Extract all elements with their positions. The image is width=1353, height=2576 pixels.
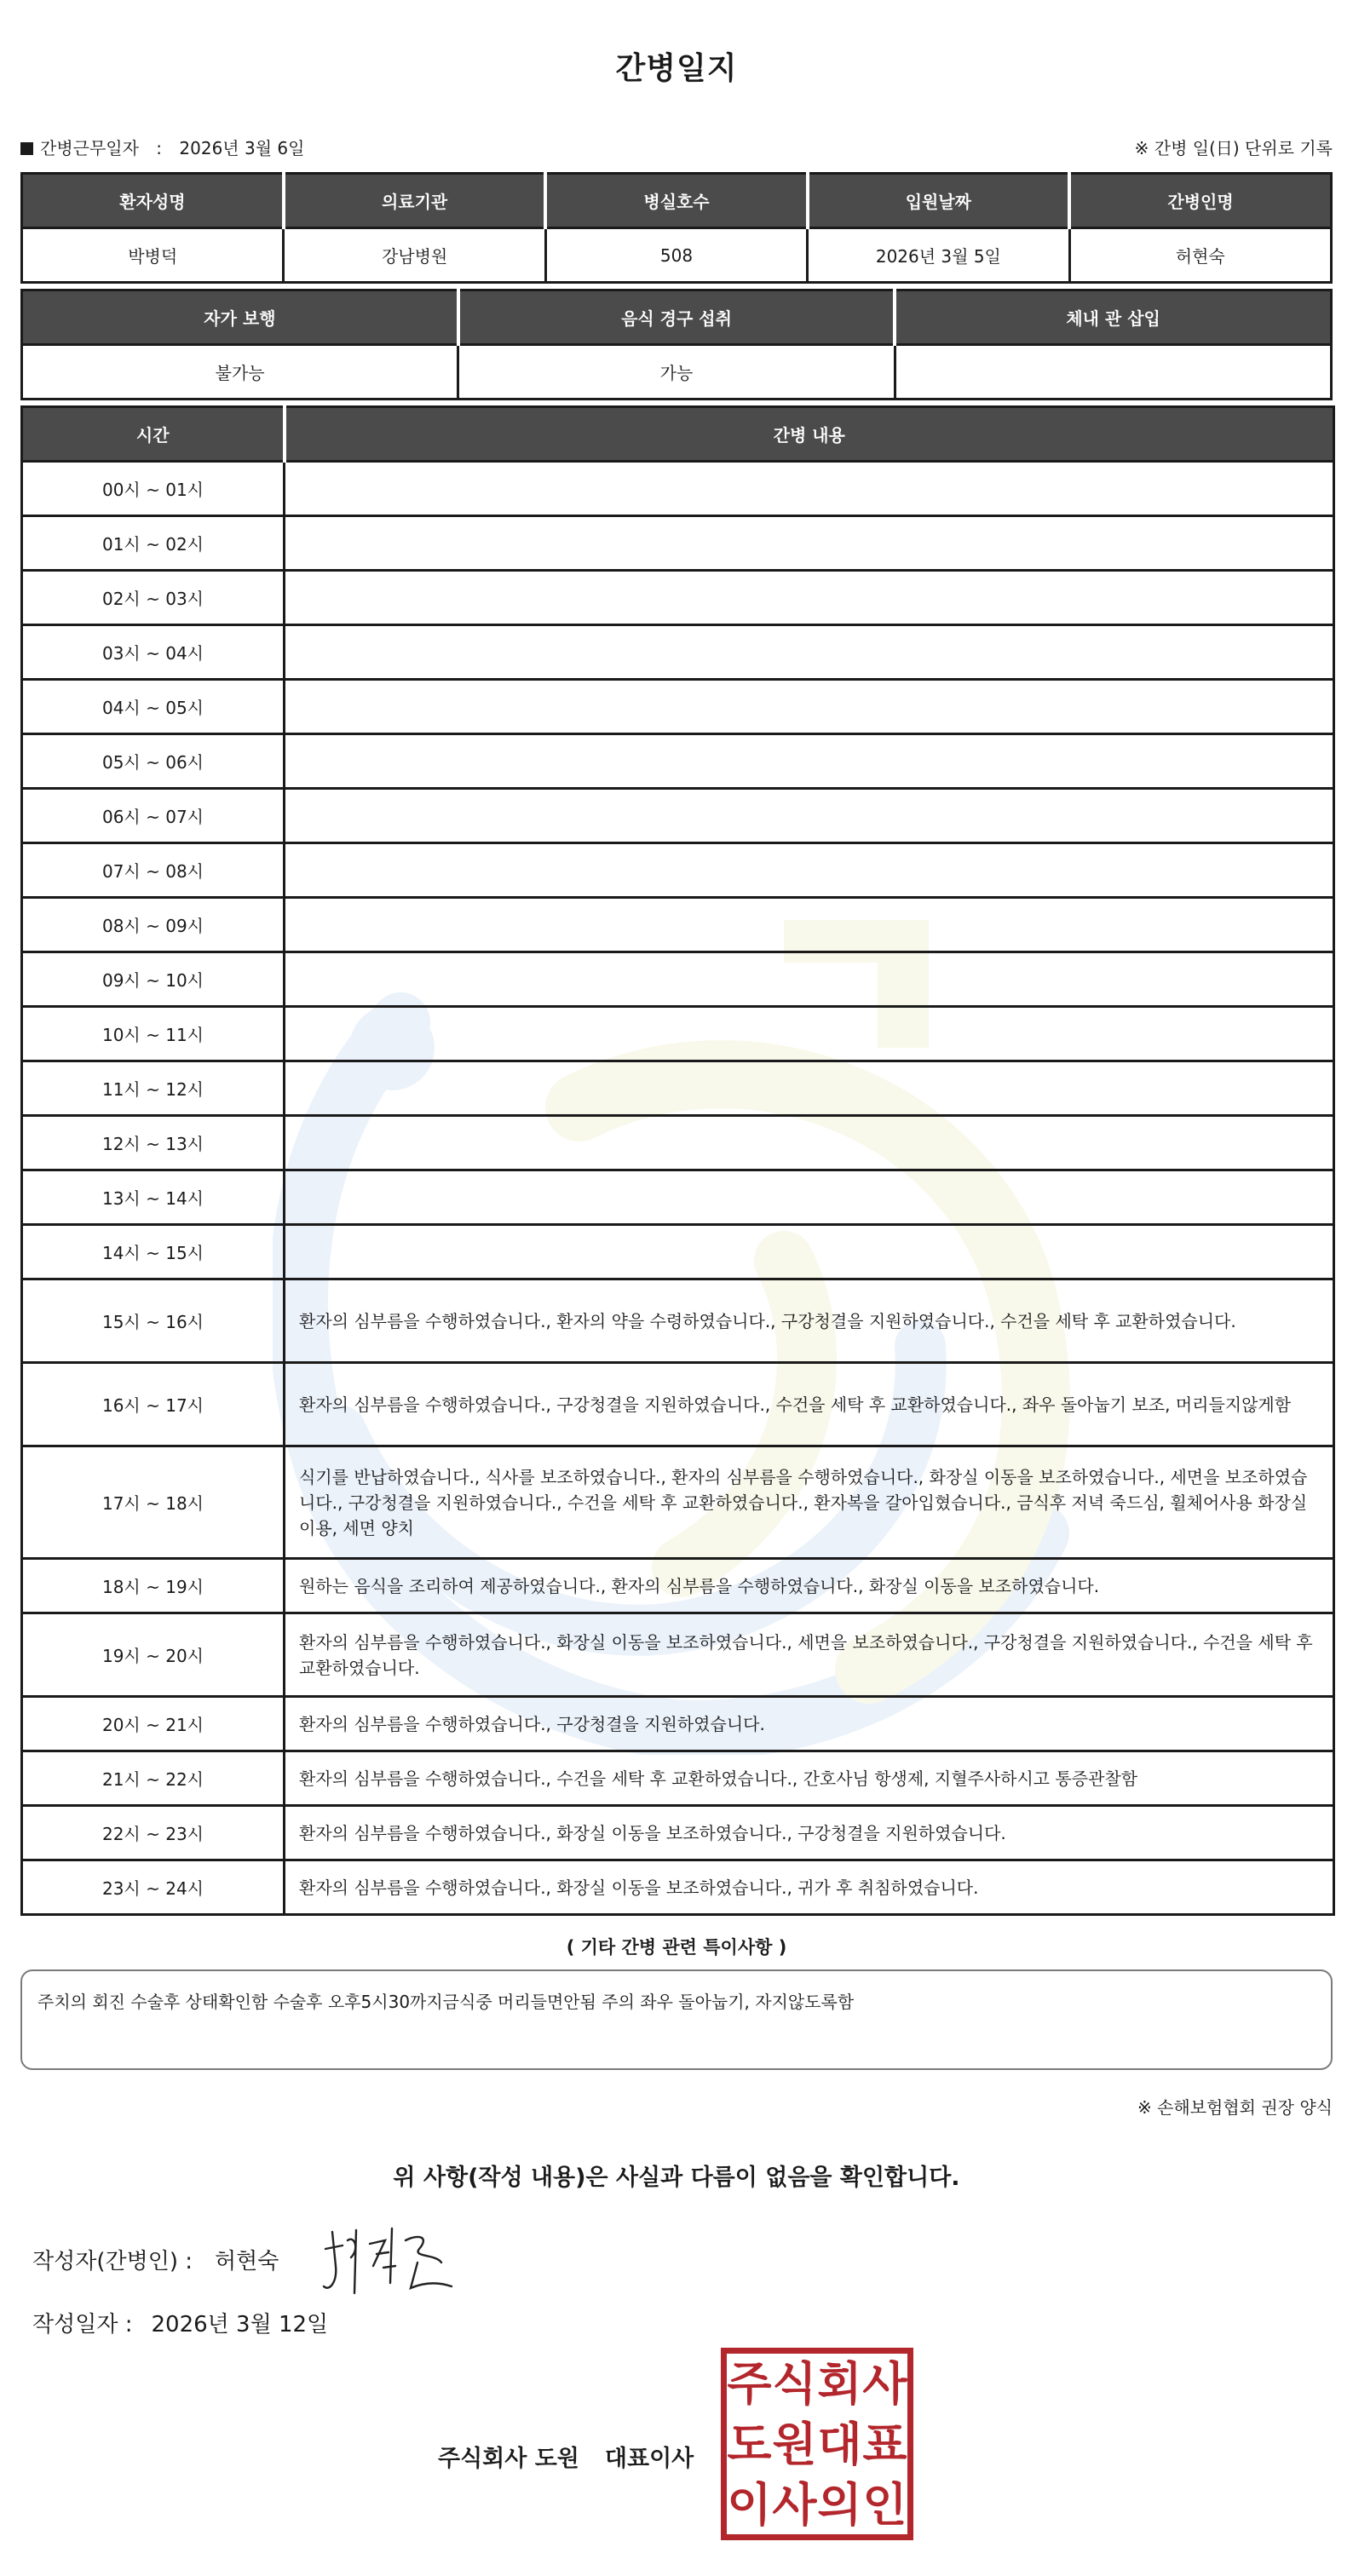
care-content bbox=[285, 680, 1334, 734]
time-slot: 03시 ~ 04시 bbox=[22, 625, 285, 680]
work-date-separator: : bbox=[156, 138, 163, 158]
seal-character: 대 bbox=[817, 2416, 862, 2471]
seal-character: 사 bbox=[862, 2356, 907, 2412]
time-slot: 17시 ~ 18시 bbox=[22, 1446, 285, 1559]
seal-character: 식 bbox=[772, 2356, 817, 2412]
time-slot: 00시 ~ 01시 bbox=[22, 462, 285, 516]
care-content bbox=[285, 462, 1334, 516]
seal-character: 사 bbox=[772, 2476, 817, 2532]
square-bullet-icon bbox=[20, 142, 33, 155]
care-log-row bbox=[22, 625, 1334, 680]
care-content: 환자의 심부름을 수행하였습니다., 화장실 이동을 보조하였습니다., 구강청결을 지원하였습니다. bbox=[285, 1806, 1334, 1860]
care-log-row bbox=[22, 1559, 1334, 1613]
hospital: 강남병원 bbox=[284, 228, 545, 283]
care-content bbox=[285, 843, 1334, 898]
patient-info-table bbox=[20, 172, 1333, 284]
remarks-text: 주치의 회진 수술후 상태확인함 수술후 오후5시30까지금식중 머리들면안됨 주의 좌우 돌아눕기, 자지않도록함 bbox=[37, 1992, 855, 2012]
header-hospital: 의료기관 bbox=[284, 174, 545, 228]
patient-name: 박병덕 bbox=[22, 228, 284, 283]
care-content bbox=[285, 1007, 1334, 1061]
company-name: 주식회사 도원 bbox=[438, 2446, 579, 2472]
room-number: 508 bbox=[545, 228, 807, 283]
care-log-row bbox=[22, 898, 1334, 952]
care-log-row bbox=[22, 843, 1334, 898]
care-content: 환자의 심부름을 수행하였습니다., 수건을 세탁 후 교환하였습니다., 간호사님 항생제, 지혈주사하시고 통증관찰함 bbox=[285, 1751, 1334, 1806]
care-content bbox=[285, 571, 1334, 625]
record-unit-note: ※ 간병 일(日) 단위로 기록 bbox=[1134, 138, 1333, 158]
tube-insertion bbox=[895, 345, 1331, 400]
care-content bbox=[285, 789, 1334, 843]
care-content bbox=[285, 898, 1334, 952]
header-self-walking: 자가 보행 bbox=[22, 290, 458, 345]
care-content: 원하는 음식을 조리하여 제공하였습니다., 환자의 심부름을 수행하였습니다., 화장실 이동을 보조하였습니다. bbox=[285, 1559, 1334, 1613]
header-oral-intake: 음식 경구 섭취 bbox=[458, 290, 895, 345]
time-slot: 01시 ~ 02시 bbox=[22, 516, 285, 571]
remarks-box bbox=[20, 1969, 1333, 2070]
header-tube-insertion: 체내 관 삽입 bbox=[895, 290, 1331, 345]
seal-character: 의 bbox=[817, 2476, 862, 2532]
time-slot: 07시 ~ 08시 bbox=[22, 843, 285, 898]
company-line bbox=[438, 2440, 694, 2473]
care-log-row bbox=[22, 1806, 1334, 1860]
care-content bbox=[285, 952, 1334, 1007]
care-content: 환자의 심부름을 수행하였습니다., 화장실 이동을 보조하였습니다., 세면을 보조하였습니다., 구강청결을 지원하였습니다., 수건을 세탁 후 교환하였습니다. bbox=[285, 1613, 1334, 1697]
caregiver-name: 허현숙 bbox=[1069, 228, 1331, 283]
seal-character: 원 bbox=[772, 2416, 817, 2471]
header-care-content: 간병 내용 bbox=[285, 407, 1334, 462]
care-log-row bbox=[22, 1279, 1334, 1363]
care-log-row bbox=[22, 1363, 1334, 1446]
care-log-row bbox=[22, 789, 1334, 843]
time-slot: 04시 ~ 05시 bbox=[22, 680, 285, 734]
care-log-row bbox=[22, 952, 1334, 1007]
care-log-row bbox=[22, 1613, 1334, 1697]
time-slot: 14시 ~ 15시 bbox=[22, 1225, 285, 1279]
time-slot: 06시 ~ 07시 bbox=[22, 789, 285, 843]
work-date-value: 2026년 3월 6일 bbox=[179, 138, 305, 158]
time-slot: 09시 ~ 10시 bbox=[22, 952, 285, 1007]
care-log-row bbox=[22, 1446, 1334, 1559]
seal-character: 도 bbox=[727, 2416, 772, 2471]
care-log-row bbox=[22, 1751, 1334, 1806]
written-date-line bbox=[32, 2307, 328, 2338]
confirmation-statement: 위 사항(작성 내용)은 사실과 다름이 없음을 확인합니다. bbox=[393, 2165, 960, 2191]
remarks-title: ( 기타 간병 관련 특이사항 ) bbox=[566, 1937, 787, 1958]
work-date-label: 간병근무일자 bbox=[40, 138, 139, 158]
care-log-row bbox=[22, 1860, 1334, 1915]
oral-intake: 가능 bbox=[458, 345, 895, 400]
care-log-row bbox=[22, 1116, 1334, 1170]
time-slot: 18시 ~ 19시 bbox=[22, 1559, 285, 1613]
company-rep-title: 대표이사 bbox=[604, 2446, 694, 2472]
care-content bbox=[285, 1061, 1334, 1116]
time-slot: 21시 ~ 22시 bbox=[22, 1751, 285, 1806]
care-log-row bbox=[22, 734, 1334, 789]
time-slot: 19시 ~ 20시 bbox=[22, 1613, 285, 1697]
time-slot: 05시 ~ 06시 bbox=[22, 734, 285, 789]
care-log-row bbox=[22, 571, 1334, 625]
care-log-row bbox=[22, 1697, 1334, 1751]
care-content bbox=[285, 516, 1334, 571]
care-log-row bbox=[22, 1061, 1334, 1116]
care-log-row bbox=[22, 680, 1334, 734]
care-content bbox=[285, 734, 1334, 789]
seal-character: 주 bbox=[727, 2356, 772, 2412]
time-slot: 23시 ~ 24시 bbox=[22, 1860, 285, 1915]
header-patient-name: 환자성명 bbox=[22, 174, 284, 228]
self-walking: 불가능 bbox=[22, 345, 458, 400]
care-content bbox=[285, 625, 1334, 680]
time-slot: 11시 ~ 12시 bbox=[22, 1061, 285, 1116]
care-content: 환자의 심부름을 수행하였습니다., 구강청결을 지원하였습니다., 수건을 세탁 후 교환하였습니다., 좌우 돌아눕기 보조, 머리들지않게함 bbox=[285, 1363, 1334, 1446]
handwritten-signature bbox=[317, 2215, 470, 2300]
care-log-row bbox=[22, 462, 1334, 516]
time-slot: 20시 ~ 21시 bbox=[22, 1697, 285, 1751]
care-content: 식기를 반납하였습니다., 식사를 보조하였습니다., 환자의 심부름을 수행하였습니다., 화장실 이동을 보조하였습니다., 세면을 보조하였습니다., 구강청결을 지원하였습니다., 수건을 세탁 후 교환하였습니다., 환자복을 갈아입혔습니다., 금식후 저녁 죽드심, 휠체어사용 화장실이용, 세면 양치 bbox=[285, 1446, 1334, 1559]
care-content: 환자의 심부름을 수행하였습니다., 구강청결을 지원하였습니다. bbox=[285, 1697, 1334, 1751]
time-slot: 08시 ~ 09시 bbox=[22, 898, 285, 952]
time-slot: 12시 ~ 13시 bbox=[22, 1116, 285, 1170]
patient-status-table bbox=[20, 289, 1333, 400]
care-log-row bbox=[22, 516, 1334, 571]
care-log-table bbox=[20, 405, 1335, 1916]
header-admission-date: 입원날짜 bbox=[808, 174, 1069, 228]
header-room-number: 병실호수 bbox=[545, 174, 807, 228]
header-caregiver-name: 간병인명 bbox=[1069, 174, 1331, 228]
care-content: 환자의 심부름을 수행하였습니다., 화장실 이동을 보조하였습니다., 귀가 후 취침하였습니다. bbox=[285, 1860, 1334, 1915]
seal-character: 회 bbox=[817, 2356, 862, 2412]
document-title: 간병일지 bbox=[615, 51, 738, 86]
care-content bbox=[285, 1116, 1334, 1170]
writer-name: 허현숙 bbox=[215, 2249, 279, 2274]
time-slot: 02시 ~ 03시 bbox=[22, 571, 285, 625]
seal-character: 표 bbox=[862, 2416, 907, 2471]
form-note: ※ 손해보험협회 권장 양식 bbox=[1137, 2097, 1333, 2118]
care-content: 환자의 심부름을 수행하였습니다., 환자의 약을 수령하였습니다., 구강청결을 지원하였습니다., 수건을 세탁 후 교환하였습니다. bbox=[285, 1279, 1334, 1363]
written-date-label: 작성일자 : bbox=[32, 2312, 133, 2337]
care-content bbox=[285, 1170, 1334, 1225]
seal-character: 이 bbox=[727, 2476, 772, 2532]
care-log-row bbox=[22, 1225, 1334, 1279]
time-slot: 15시 ~ 16시 bbox=[22, 1279, 285, 1363]
time-slot: 13시 ~ 14시 bbox=[22, 1170, 285, 1225]
company-seal-stamp bbox=[721, 2348, 913, 2540]
admission-date: 2026년 3월 5일 bbox=[808, 228, 1069, 283]
writer-line bbox=[32, 2244, 279, 2275]
care-log-row bbox=[22, 1007, 1334, 1061]
work-date bbox=[20, 135, 304, 159]
writer-label: 작성자(간병인) : bbox=[32, 2249, 193, 2274]
seal-character: 인 bbox=[862, 2476, 907, 2532]
care-content bbox=[285, 1225, 1334, 1279]
time-slot: 16시 ~ 17시 bbox=[22, 1363, 285, 1446]
time-slot: 22시 ~ 23시 bbox=[22, 1806, 285, 1860]
written-date-value: 2026년 3월 12일 bbox=[151, 2312, 329, 2337]
care-log-row bbox=[22, 1170, 1334, 1225]
time-slot: 10시 ~ 11시 bbox=[22, 1007, 285, 1061]
header-time: 시간 bbox=[22, 407, 285, 462]
